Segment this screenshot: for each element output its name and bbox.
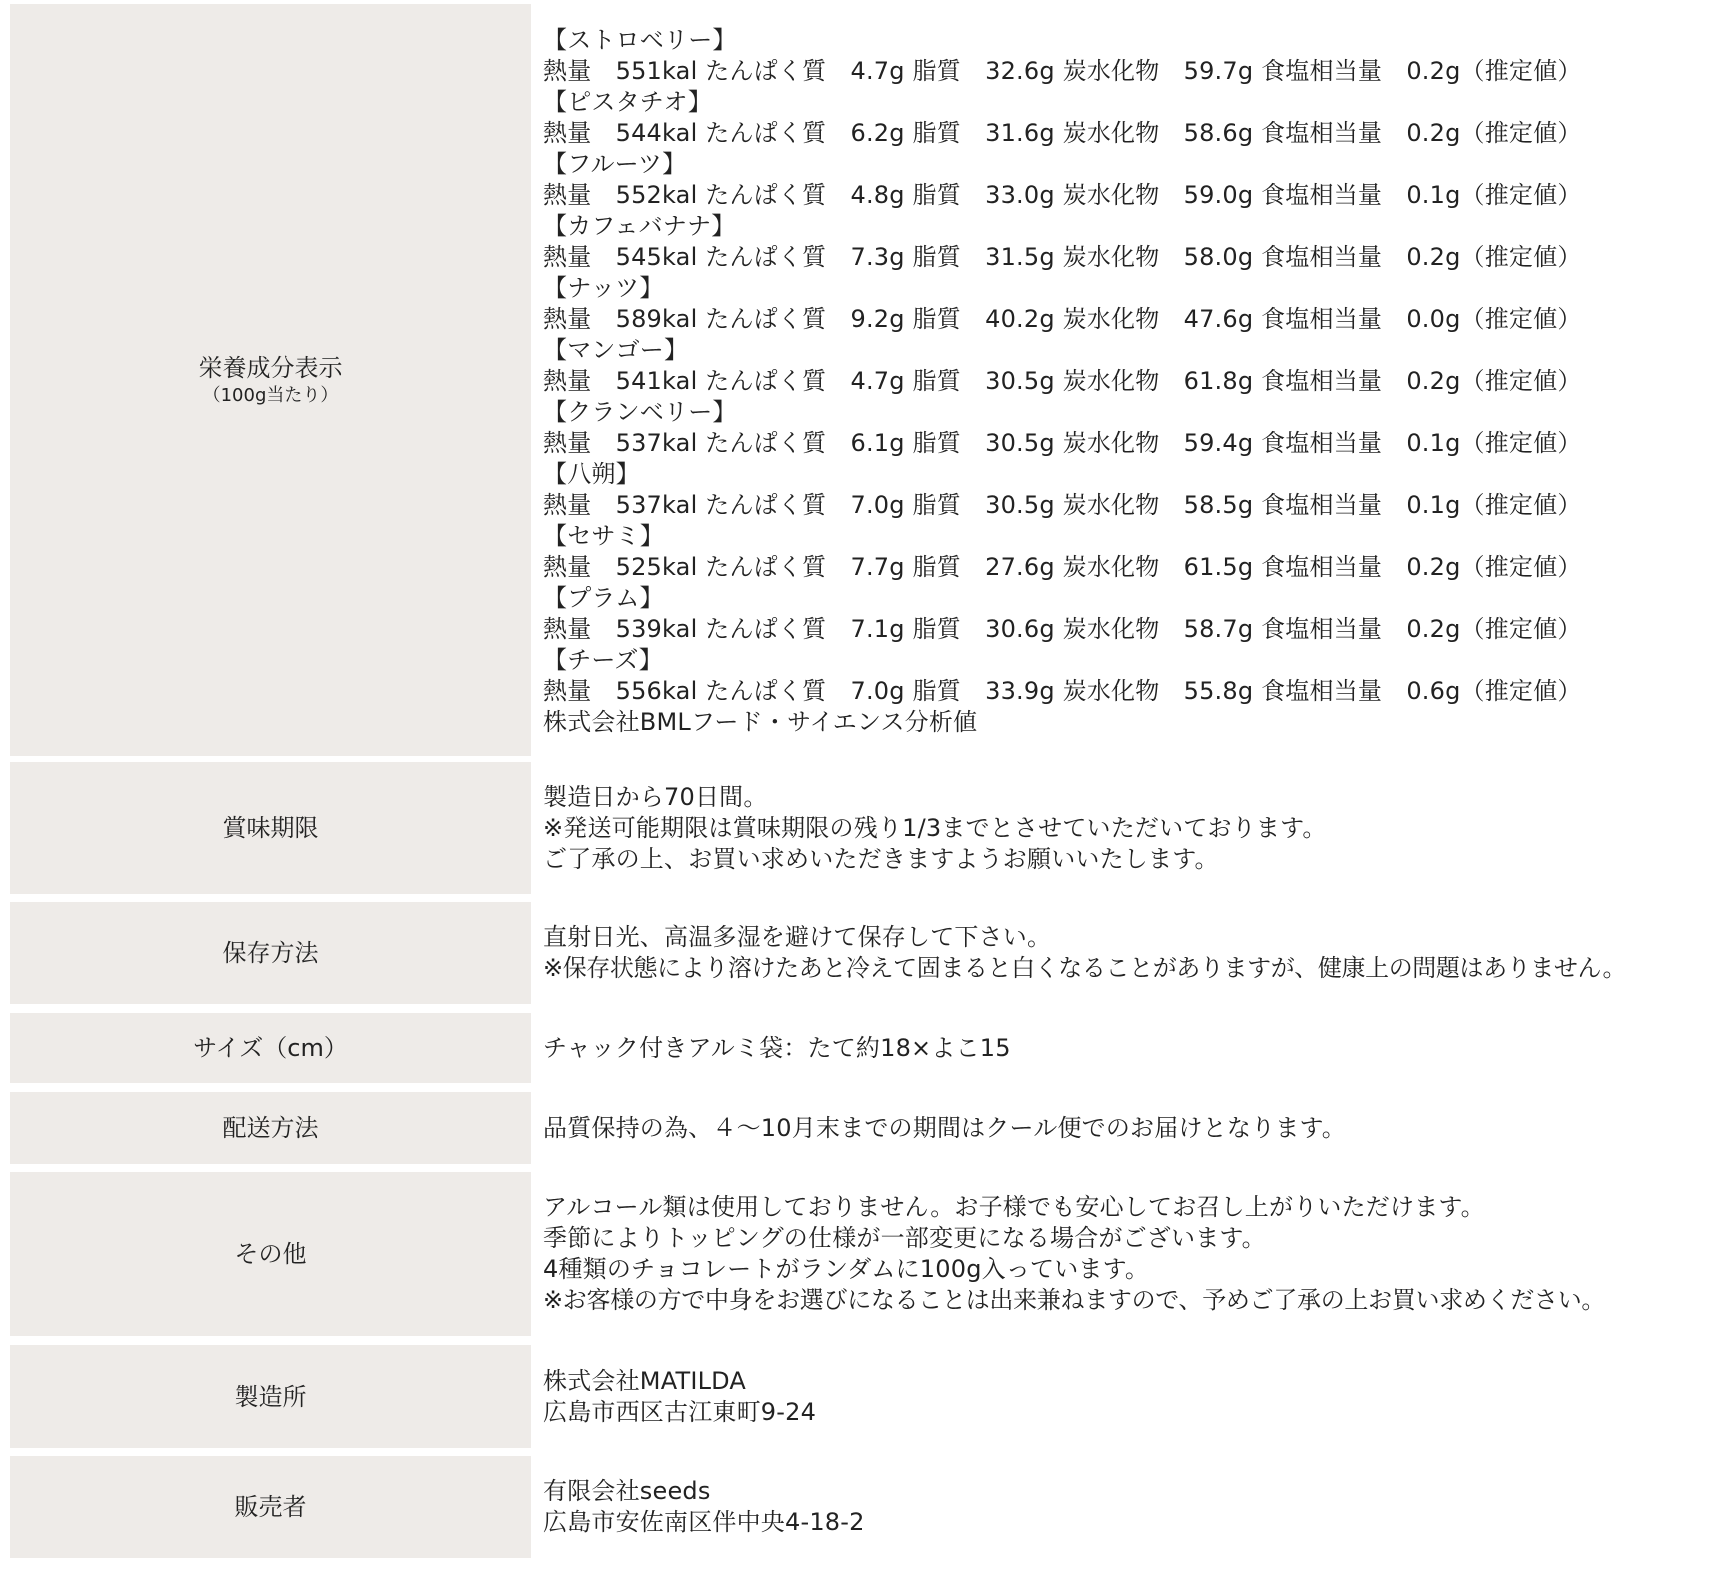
nutrition-values: 熱量 544kal たんぱく質 6.2g 脂質 31.6g 炭水化物 58.6g 食塩相当量 0.2g（推定値） xyxy=(543,119,1582,147)
nutrition-values: 熱量 552kal たんぱく質 4.8g 脂質 33.0g 炭水化物 59.0g 食塩相当量 0.1g（推定値） xyxy=(543,181,1582,209)
row-value-cell xyxy=(543,1013,1728,1083)
row-value-cell xyxy=(543,1092,1728,1164)
company-name: 有限会社seeds xyxy=(543,1477,711,1505)
row-label-cell xyxy=(10,902,531,1004)
row-label: 栄養成分表示 xyxy=(198,354,343,382)
row-value-cell xyxy=(543,902,1728,1004)
spec-row-size xyxy=(0,1013,1728,1083)
row-label: 製造所 xyxy=(234,1382,307,1411)
value-line: 季節によりトッピングの仕様が一部変更になる場合がございます。 xyxy=(543,1224,1266,1252)
row-label-cell xyxy=(10,1092,531,1164)
value-line: 4種類のチョコレートがランダムに100g入っています。 xyxy=(543,1255,1150,1283)
nutrition-values: 熱量 545kal たんぱく質 7.3g 脂質 31.5g 炭水化物 58.0g 食塩相当量 0.2g（推定値） xyxy=(543,243,1582,271)
value-line: ご了承の上、お買い求めいただきますようお願いいたします。 xyxy=(543,844,1219,873)
company-name: 株式会社MATILDA xyxy=(543,1366,747,1395)
spec-row-best-before xyxy=(0,762,1728,894)
spec-row-nutrition xyxy=(0,4,1728,756)
spec-row-seller xyxy=(0,1456,1728,1558)
flavor-name: 【フルーツ】 xyxy=(543,150,687,178)
value-line: 製造日から70日間。 xyxy=(543,782,768,811)
row-value-cell xyxy=(543,762,1728,894)
nutrition-values: 熱量 525kal たんぱく質 7.7g 脂質 27.6g 炭水化物 61.5g 食塩相当量 0.2g（推定値） xyxy=(543,553,1582,581)
spec-row-storage xyxy=(0,902,1728,1004)
row-sublabel: （100g当たり） xyxy=(202,385,339,406)
row-value-cell xyxy=(543,1172,1728,1336)
row-label: 販売者 xyxy=(234,1493,307,1521)
company-address: 広島市安佐南区伴中央4-18-2 xyxy=(543,1508,865,1536)
flavor-name: 【プラム】 xyxy=(543,584,664,612)
value-line: ※お客様の方で中身をお選びになることは出来兼ねますので、予めご了承の上お買い求めください。 xyxy=(543,1286,1606,1314)
nutrition-values: 熱量 541kal たんぱく質 4.7g 脂質 30.5g 炭水化物 61.8g 食塩相当量 0.2g（推定値） xyxy=(543,367,1582,395)
row-label-cell xyxy=(10,1013,531,1083)
nutrition-values: 熱量 537kal たんぱく質 7.0g 脂質 30.5g 炭水化物 58.5g 食塩相当量 0.1g（推定値） xyxy=(543,491,1582,519)
value-line: ※発送可能期限は賞味期限の残り1/3までとさせていただいております。 xyxy=(543,813,1327,842)
spec-row-manufacturer xyxy=(0,1345,1728,1448)
nutrition-values: 熱量 537kal たんぱく質 6.1g 脂質 30.5g 炭水化物 59.4g 食塩相当量 0.1g（推定値） xyxy=(543,429,1582,457)
company-address: 広島市西区古江東町9-24 xyxy=(543,1397,817,1426)
flavor-name: 【マンゴー】 xyxy=(543,336,689,364)
row-value-cell xyxy=(543,4,1728,756)
row-label-cell xyxy=(10,762,531,894)
value-line: 直射日光、高温多湿を避けて保存して下さい。 xyxy=(543,923,1052,951)
row-label: 配送方法 xyxy=(222,1114,319,1142)
row-value-cell xyxy=(543,1456,1728,1558)
flavor-name: 【八朔】 xyxy=(543,460,640,488)
flavor-name: 【チーズ】 xyxy=(543,646,663,674)
spec-row-delivery xyxy=(0,1092,1728,1164)
flavor-name: 【カフェバナナ】 xyxy=(543,212,736,240)
row-label: 賞味期限 xyxy=(222,814,319,842)
row-label: その他 xyxy=(234,1240,307,1268)
nutrition-values: 熱量 551kal たんぱく質 4.7g 脂質 32.6g 炭水化物 59.7g 食塩相当量 0.2g（推定値） xyxy=(543,57,1582,85)
flavor-name: 【ナッツ】 xyxy=(543,274,664,302)
row-value-cell xyxy=(543,1345,1728,1448)
row-label-cell xyxy=(10,1172,531,1336)
spec-row-other xyxy=(0,1172,1728,1336)
nutrition-values: 熱量 556kal たんぱく質 7.0g 脂質 33.9g 炭水化物 55.8g 食塩相当量 0.6g（推定値） xyxy=(543,677,1582,705)
value-line: チャック付きアルミ袋：たて約18×よこ15 xyxy=(543,1033,1011,1062)
flavor-name: 【セサミ】 xyxy=(543,522,664,550)
flavor-name: 【ピスタチオ】 xyxy=(543,88,712,116)
nutrition-values: 熱量 539kal たんぱく質 7.1g 脂質 30.6g 炭水化物 58.7g 食塩相当量 0.2g（推定値） xyxy=(543,615,1582,643)
flavor-name: 【クランベリー】 xyxy=(543,398,737,426)
row-label: 保存方法 xyxy=(222,939,319,967)
row-label-cell xyxy=(10,1345,531,1448)
row-label: サイズ（cm） xyxy=(193,1034,348,1062)
flavor-name: 【ストロベリー】 xyxy=(543,26,737,54)
value-line: アルコール類は使用しておりません。お子様でも安心してお召し上がりいただけます。 xyxy=(543,1193,1485,1221)
row-label-cell xyxy=(10,4,531,756)
row-label-cell xyxy=(10,1456,531,1558)
value-line: 品質保持の為、４〜10月末までの期間はクール便でのお届けとなります。 xyxy=(543,1113,1346,1142)
analysis-note: 株式会社BMLフード・サイエンス分析値 xyxy=(543,708,978,736)
value-line: ※保存状態により溶けたあと冷えて固まると白くなることがありますが、健康上の問題はありません。 xyxy=(543,954,1627,982)
nutrition-values: 熱量 589kal たんぱく質 9.2g 脂質 40.2g 炭水化物 47.6g 食塩相当量 0.0g（推定値） xyxy=(543,305,1582,333)
